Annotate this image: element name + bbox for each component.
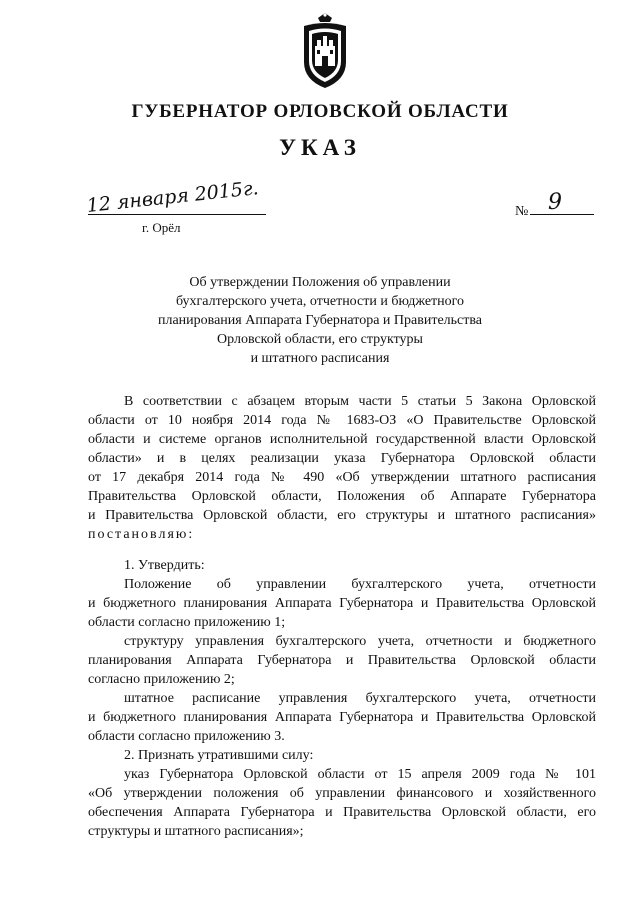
subject-line: Об утверждении Положения об управлении <box>189 275 451 290</box>
subject-line: планирования Аппарата Губернатора и Правительства <box>157 313 483 328</box>
body-line: от 17 декабря 2014 года № 490 «Об утверждении штатного расписания <box>88 470 596 485</box>
body-line: Положение об управлении бухгалтерского учета, отчетности <box>124 577 596 592</box>
item-2-heading: 2. Признать утратившими силу: <box>124 748 314 763</box>
body-line: области и системе органов исполнительной государственной власти Орловской <box>88 432 596 447</box>
body-line: структуру управления бухгалтерского учета, отчетности и бюджетного <box>124 634 596 649</box>
body-line: В соответствии с абзацем вторым части 5 статьи 5 Закона Орловской <box>124 394 596 409</box>
document-type: УКАЗ <box>279 135 361 160</box>
number-label: № <box>515 204 529 219</box>
body-line: области согласно приложению 1; <box>88 615 286 630</box>
body-line: и Правительства Орловской области, его структуры и штатного расписания» <box>88 508 596 523</box>
body-line: указ Губернатора Орловской области от 15 апреля 2009 года № 101 <box>124 767 596 782</box>
body-line: планирования Аппарата Губернатора и Правительства Орловской области <box>88 653 596 668</box>
subject-line: и штатного расписания <box>250 351 390 366</box>
body-line: области» и в целях реализации указа Губернатора Орловской области <box>88 451 596 466</box>
body-line: «Об утверждении положения об управлении финансового и хозяйственного <box>88 786 596 801</box>
date-underline <box>88 214 266 215</box>
decree-word: постановляю: <box>88 527 195 542</box>
body-line: области согласно приложению 3. <box>88 729 285 744</box>
number-handwritten: 9 <box>548 190 562 215</box>
body-line: и бюджетного планирования Аппарата Губернатора и Правительства Орловской <box>88 710 596 725</box>
body-line: Правительства Орловской области, Положения об Аппарате Губернатора <box>88 489 596 504</box>
number-underline <box>530 214 594 215</box>
body-line: штатное расписание управления бухгалтерского учета, отчетности <box>124 691 596 706</box>
decree-body <box>88 392 596 841</box>
body-line: согласно приложению 2; <box>88 672 235 687</box>
body-line: структуры и штатного расписания»; <box>88 824 304 839</box>
body-line: и бюджетного планирования Аппарата Губернатора и Правительства Орловской <box>88 596 596 611</box>
city-label: г. Орёл <box>142 220 181 235</box>
coat-of-arms-emblem <box>300 12 350 90</box>
body-line: обеспечения Аппарата Губернатора и Правительства Орловской области, его <box>88 805 596 820</box>
subject-line: Орловской области, его структуры <box>217 332 423 347</box>
date-handwritten: 12 января 2015г. <box>85 177 260 217</box>
item-1-heading: 1. Утвердить: <box>124 558 205 573</box>
subject-line: бухгалтерского учета, отчетности и бюджетного <box>175 294 465 309</box>
decree-subject <box>100 273 540 368</box>
organization-title: ГУБЕРНАТОР ОРЛОВСКОЙ ОБЛАСТИ <box>131 101 509 122</box>
body-line: области от 10 ноября 2014 года № 1683-ОЗ «О Правительстве Орловской <box>88 413 596 428</box>
